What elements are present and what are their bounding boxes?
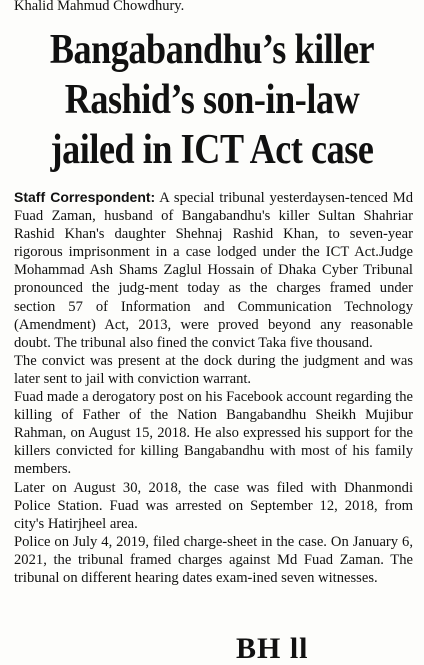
previous-article-end: Khalid Mahmud Chowdhury. <box>14 0 185 14</box>
headline-line-3: jailed in ICT Act case <box>50 127 374 173</box>
paragraph-4: Later on August 30, 2018, the case was filed with Dhanmondi Police Station. Fuad was arrested on September 12, 2018, from city's Hatirjheel area. <box>14 479 413 532</box>
next-article-headline-fragment: BH ll <box>236 632 309 665</box>
paragraph-1 <box>14 188 413 352</box>
article-body <box>14 188 413 587</box>
paragraph-2: The convict was present at the dock during the judgment and was later sent to jail with conviction warrant. <box>14 352 413 387</box>
paragraph-5: Police on July 4, 2019, filed charge-sheet in the case. On January 6, 2021, the tribunal framed charges against Md Fuad Zaman. The tribunal on different hearing dates exam-ined seven witnesses. <box>14 533 413 586</box>
headline <box>30 25 395 175</box>
headline-line-1: Bangabandhu’s killer <box>49 27 375 73</box>
byline: Staff Correspondent: <box>14 189 156 205</box>
headline-line-2: Rashid’s son-in-law <box>64 77 360 123</box>
paragraph-3: Fuad made a derogatory post on his Facebook account regarding the killing of Father of the Nation Bangabandhu Sheikh Mujibur Rahman, on August 15, 2018. He also expressed his support for the killers convicted for killing Bangabandhu with most of his family members. <box>14 389 413 478</box>
paragraph-1-text: A special tribunal yesterdaysen-tenced Md Fuad Zaman, husband of Bangabandhu's killer Sultan Shahriar Rashid Khan's daughter Shehnaj Rashid Khan, to seven-year rigorous imprisonment in a case lodged under the ICT Act.Judge Mohammad Ash Shams Zaglul Hossain of Dhaka Cyber Tribunal pronounced the judg-ment today as the charges framed under section 57 of Information and Communication Technology (Amendment) Act, 2013, were proved beyond any reasonable doubt. The tribunal also fined the convict Taka five thousand. <box>14 190 414 351</box>
